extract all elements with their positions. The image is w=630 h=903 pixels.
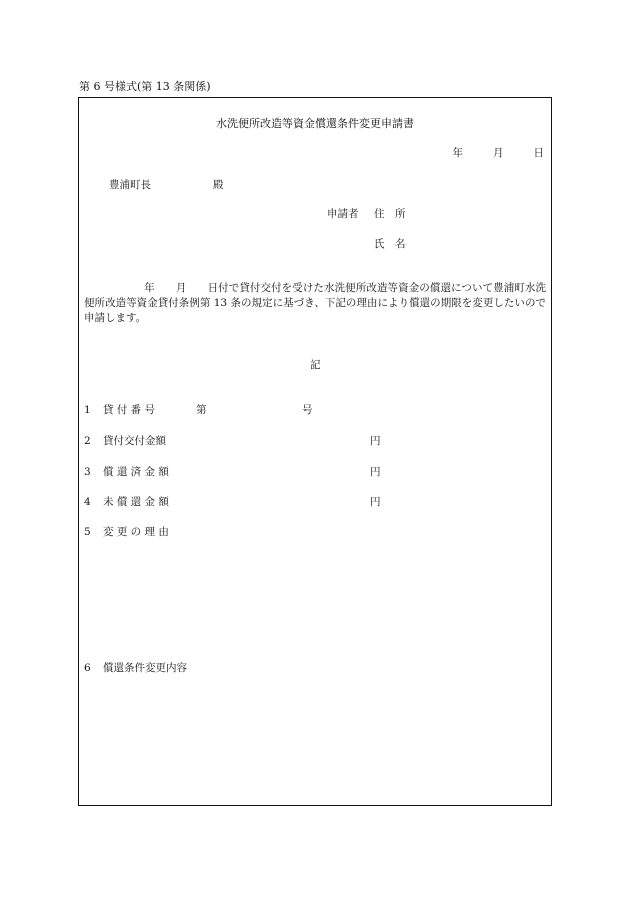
addressee-honorific: 殿	[213, 179, 224, 191]
yen-unit: 円	[370, 435, 381, 447]
address-label: 住 所	[374, 208, 406, 220]
item-number: 1	[84, 404, 91, 416]
item-change-reason-label: 変 更 の 理 由	[103, 526, 169, 538]
item-number: 3	[84, 466, 91, 478]
item-unpaid-amount-label: 未 償 還 金 額	[103, 496, 169, 508]
item-change-content-label: 償還条件変更内容	[103, 662, 187, 674]
item-number: 6	[84, 662, 91, 674]
loan-number-prefix: 第	[196, 404, 207, 416]
item-number: 4	[84, 496, 91, 508]
item-loan-amount-label: 貸付交付金額	[103, 435, 166, 447]
date-line	[453, 148, 545, 159]
yen-unit: 円	[370, 496, 381, 508]
name-label: 氏 名	[374, 238, 406, 250]
addressee: 豊浦町長	[109, 179, 151, 191]
form-number-label: 第 6 号様式(第 13 条関係)	[79, 80, 211, 93]
item-number: 5	[84, 526, 91, 538]
application-body-text	[84, 281, 546, 326]
loan-number-suffix: 号	[302, 404, 313, 416]
application-body-sentence: 年 月 日付で貸付交付を受けた水洗便所改造等資金の償還について豊浦町水洗便所改造等資金貸付条例第 13 条の規定に基づき、下記の理由により償還の期限を変更したいので申請します。	[84, 282, 546, 324]
document-title: 水洗便所改造等資金償還条件変更申請書	[216, 117, 414, 130]
yen-unit: 円	[370, 466, 381, 478]
item-loan-number-label: 貸 付 番 号	[103, 404, 156, 416]
applicant-label: 申請者	[327, 208, 359, 220]
date-day-label: 日	[533, 147, 544, 159]
date-month-label: 月	[493, 147, 504, 159]
date-year-label: 年	[452, 147, 463, 159]
ki-heading: 記	[310, 359, 321, 371]
item-repaid-amount-label: 償 還 済 金 額	[103, 466, 169, 478]
form-frame	[78, 97, 552, 806]
item-number: 2	[84, 435, 91, 447]
